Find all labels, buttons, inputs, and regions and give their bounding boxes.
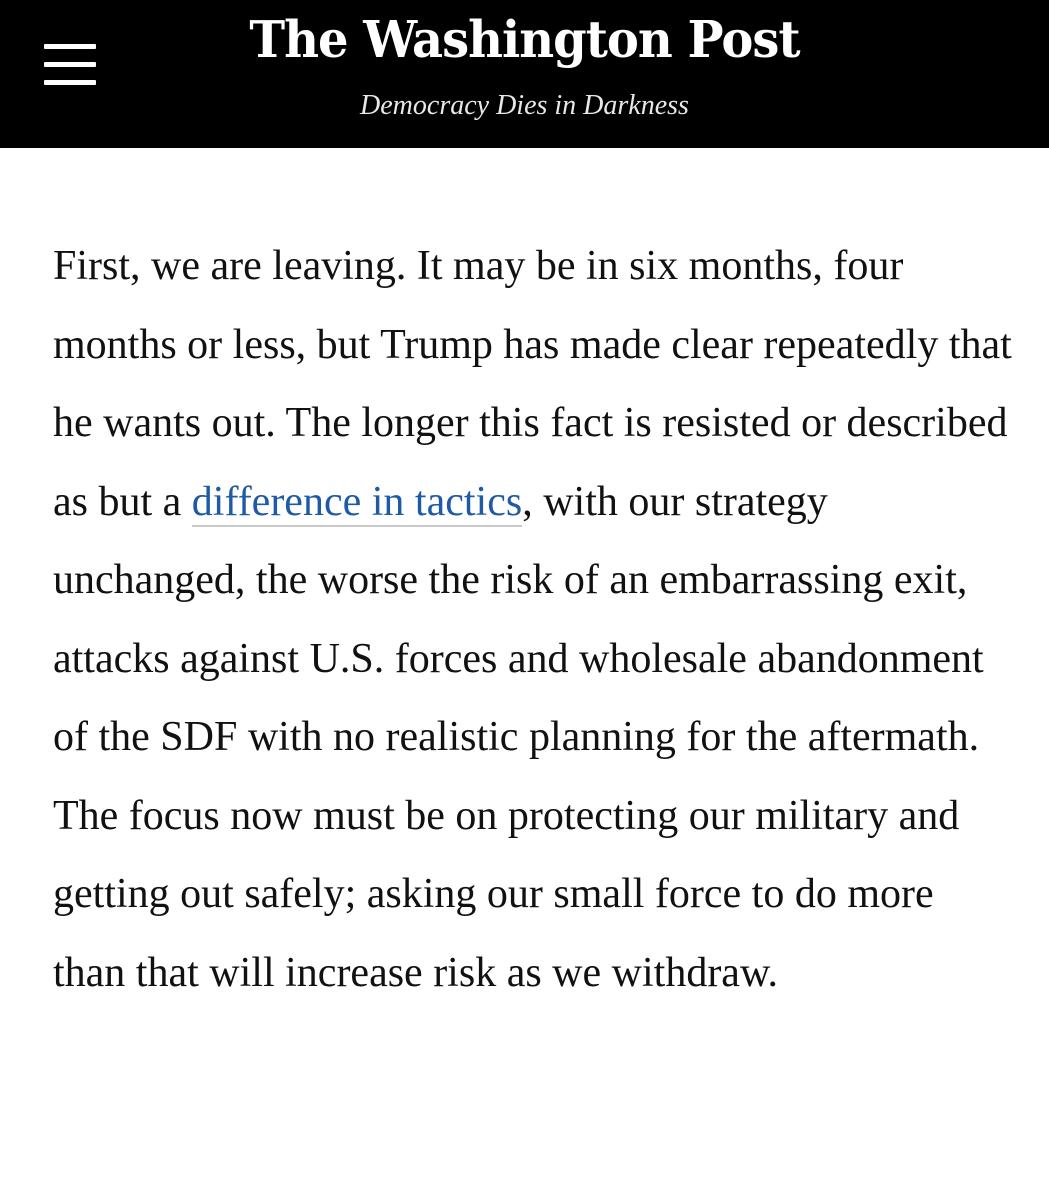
article-paragraph xyxy=(53,227,1013,1012)
site-header xyxy=(0,0,1049,148)
menu-bar-bottom xyxy=(44,80,96,85)
paragraph-text-before-link: First, we are leaving. It may be in six months, four months or less, but Trump has made clear repeatedly that he wants out. The longer this fact is resisted or described as but a xyxy=(53,243,1012,525)
site-logo[interactable]: The Washington Post xyxy=(249,10,800,70)
site-tagline: Democracy Dies in Darkness xyxy=(360,90,689,121)
difference-in-tactics-link[interactable]: difference in tactics xyxy=(191,478,523,525)
paragraph-text-after-link: , with our strategy unchanged, the worse the risk of an embarrassing exit, attacks against U.S. forces and wholesale abandonment of the SDF with no realistic planning for the aftermath. The focus now must be on protecting our military and getting out safely; asking our small force to do more than that will increase risk as we withdraw. xyxy=(53,478,984,996)
